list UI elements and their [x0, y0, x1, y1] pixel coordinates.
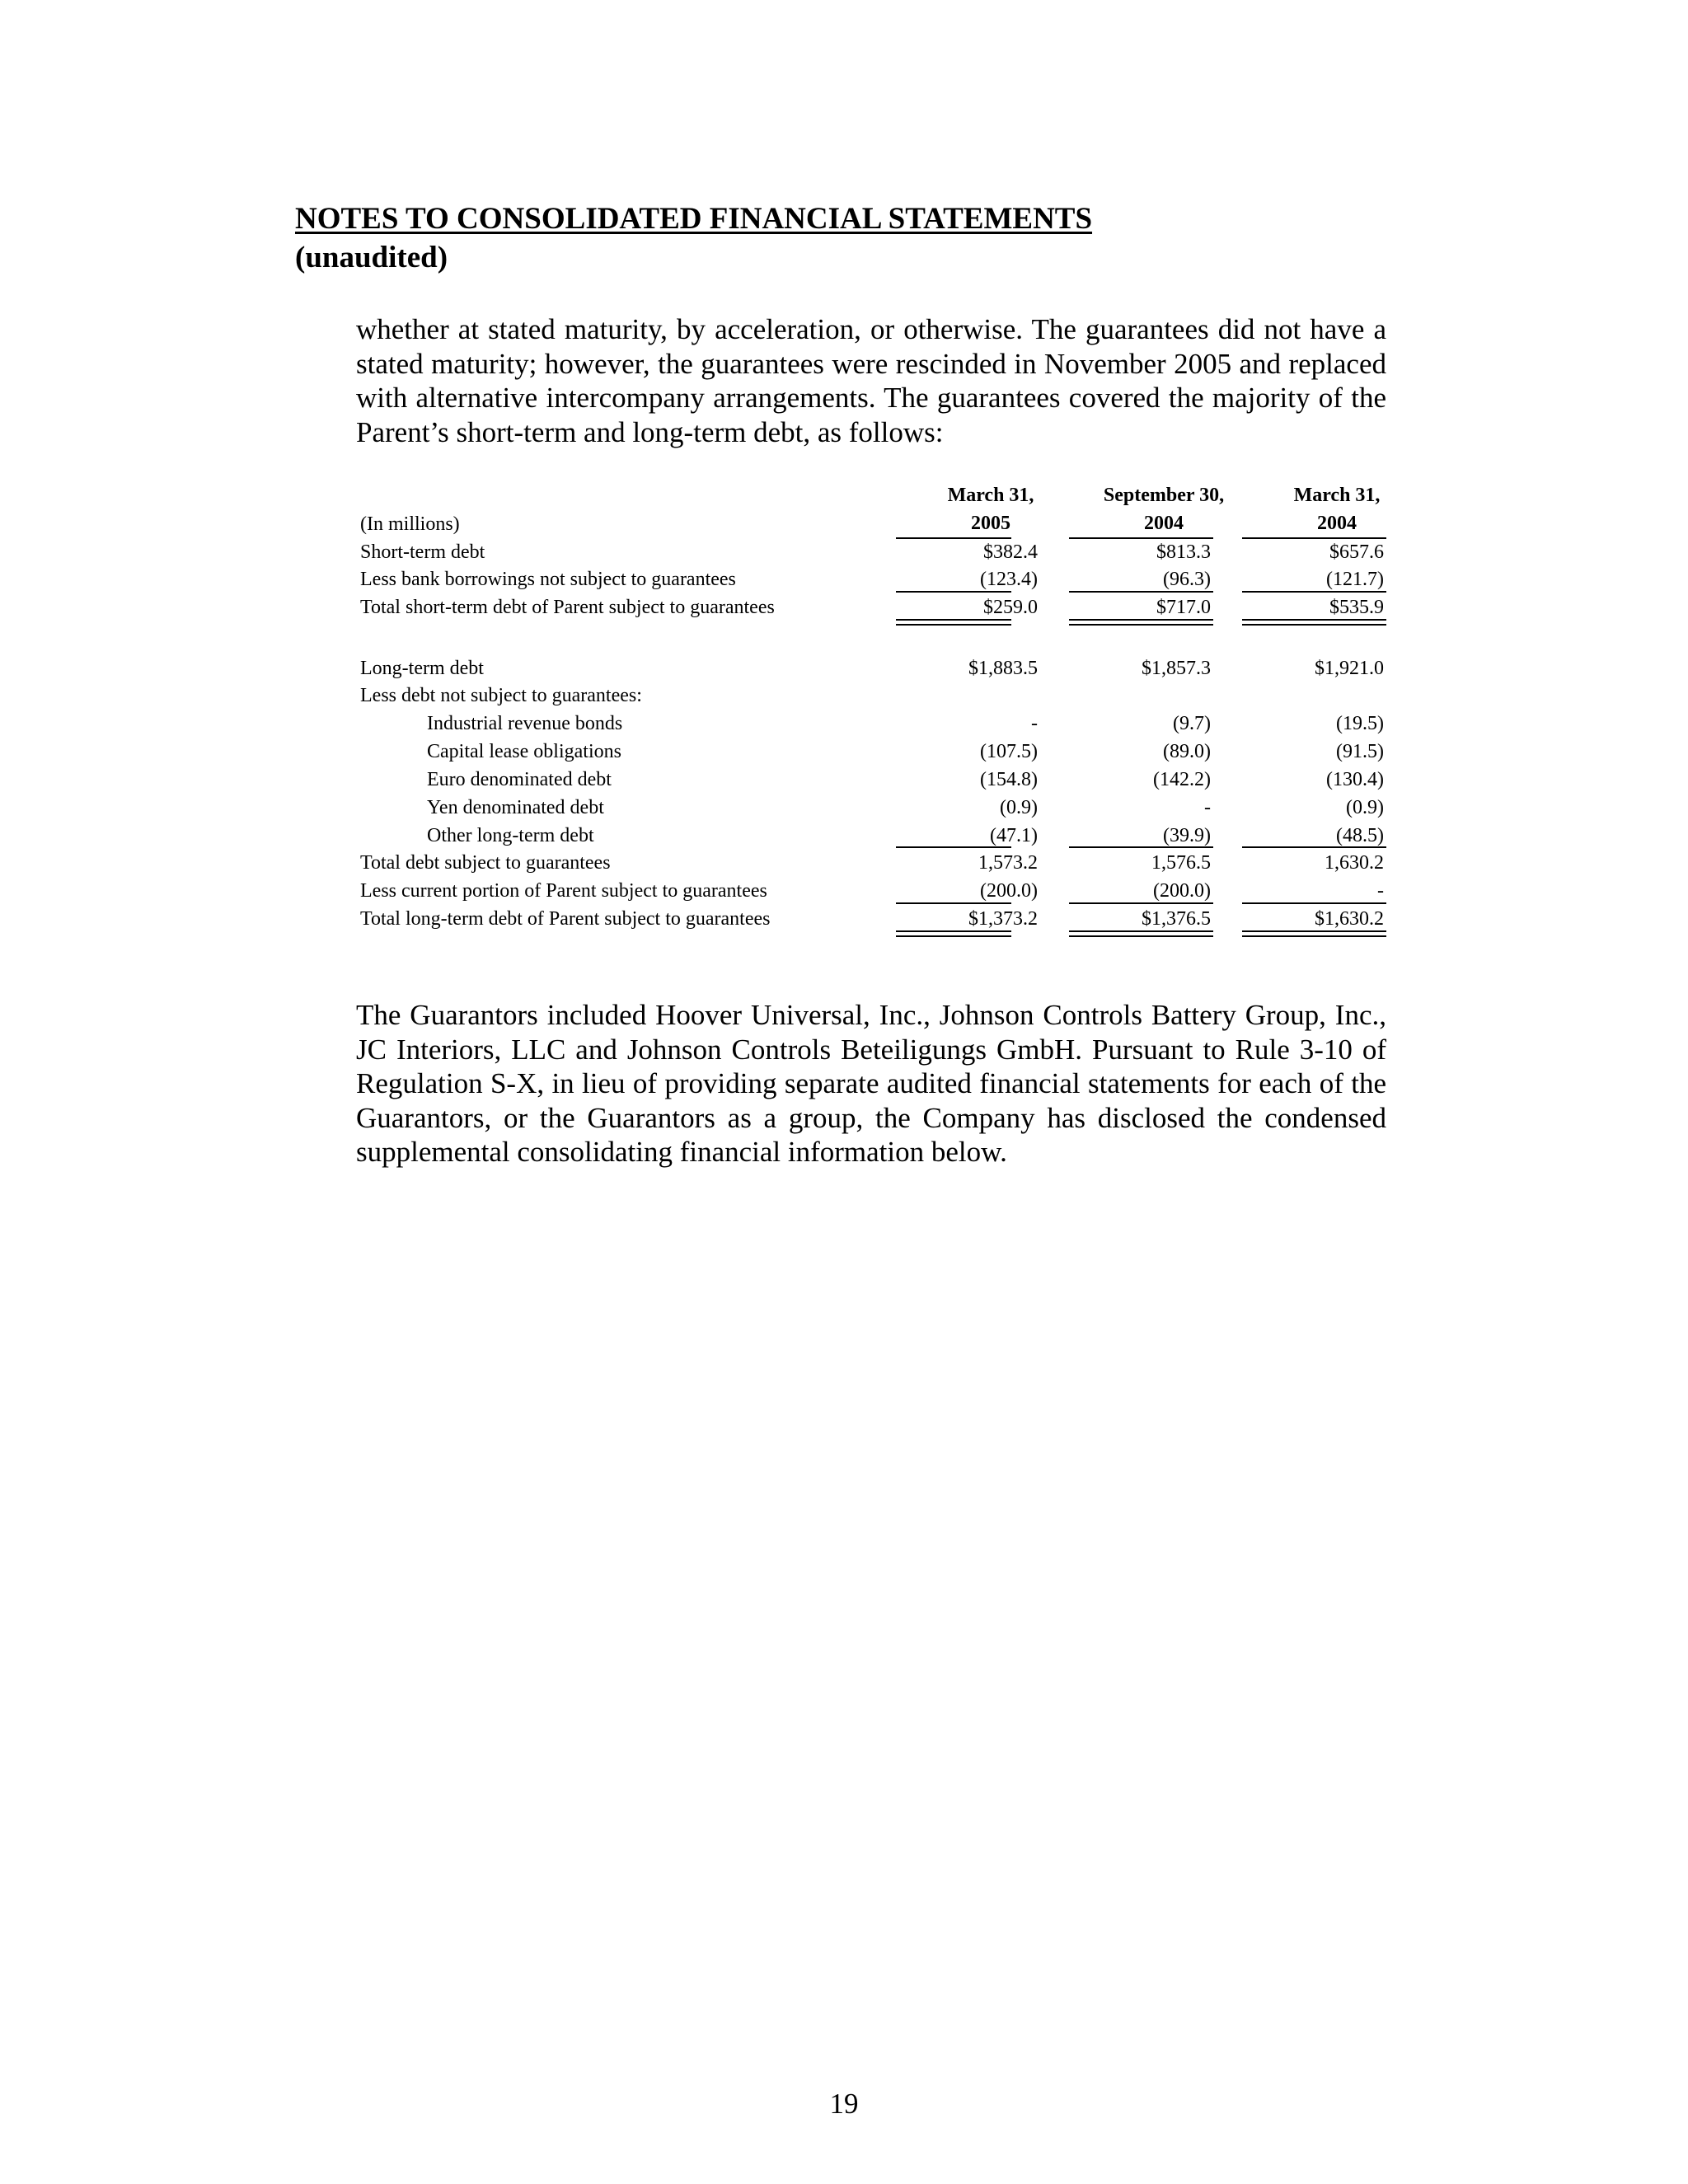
row-value: (123.4) — [980, 569, 1038, 590]
total-double-rule — [1242, 624, 1386, 626]
col-header-2 — [1250, 481, 1423, 537]
guarantors-paragraph: The Guarantors included Hoover Universal, Inc., Johnson Controls Battery Group, Inc., JC Interiors, LLC and Johnson Controls Beteiligungs GmbH. Pursuant to Rule 3-10 of Regulation S-X, in lieu of providing separate audited financial statements for each of the Guarantors, or the Guarantors as a group, the Company has disclosed the condensed supplemental consolidating financial information below. — [356, 999, 1386, 1168]
row-value: (200.0) — [980, 880, 1038, 902]
total-double-rule — [1242, 930, 1386, 932]
subtotal-rule — [1069, 902, 1213, 904]
total-double-rule — [1242, 935, 1386, 937]
col-header-0-line1: March 31, — [947, 485, 1034, 506]
row-value: (96.3) — [1163, 569, 1211, 590]
row-value: $1,376.5 — [1142, 908, 1211, 930]
row-value: (142.2) — [1153, 769, 1211, 790]
subtotal-rule — [1242, 846, 1386, 848]
subtotal-rule — [1069, 591, 1213, 593]
intro-paragraph: whether at stated maturity, by acceleration, or otherwise. The guarantees did not have a stated maturity; however, the guarantees were rescinded in November 2005 and replaced with alternative intercompany arrangements. The guarantees covered the majority of the Parent’s short-term and long-term debt, as follows: — [356, 313, 1386, 448]
subtotal-rule — [1242, 902, 1386, 904]
total-double-rule — [1069, 624, 1213, 626]
row-value: $657.6 — [1329, 541, 1384, 563]
total-double-rule — [1069, 935, 1213, 937]
row-label: Long-term debt — [360, 658, 484, 679]
row-value: $813.3 — [1156, 541, 1211, 563]
page-number: 19 — [829, 2088, 859, 2120]
row-label: Total short-term debt of Parent subject to guarantees — [360, 597, 775, 618]
row-value: (154.8) — [980, 769, 1038, 790]
row-value: (130.4) — [1326, 769, 1384, 790]
subtotal-rule — [896, 846, 1011, 848]
subtotal-rule — [1242, 591, 1386, 593]
notes-heading — [295, 199, 1092, 277]
row-value: (0.9) — [1000, 797, 1038, 818]
row-value: (39.9) — [1163, 825, 1211, 846]
total-double-rule — [896, 624, 1011, 626]
row-value: (91.5) — [1336, 741, 1384, 762]
row-label: Yen denominated debt — [427, 797, 604, 818]
row-label: Total debt subject to guarantees — [360, 852, 611, 874]
row-value: $1,921.0 — [1315, 658, 1384, 679]
col-header-2-line1: March 31, — [1293, 485, 1381, 506]
notes-title: NOTES TO CONSOLIDATED FINANCIAL STATEMENTS — [295, 202, 1093, 236]
row-value: 1,573.2 — [978, 852, 1038, 874]
subtotal-rule — [896, 591, 1011, 593]
row-label: Short-term debt — [360, 541, 485, 563]
row-value: $1,883.5 — [968, 658, 1038, 679]
subtotal-rule — [1069, 846, 1213, 848]
col-header-1-line1: September 30, — [1103, 485, 1225, 506]
row-value: (9.7) — [1173, 713, 1211, 734]
row-value: (48.5) — [1336, 825, 1384, 846]
row-value: (19.5) — [1336, 713, 1384, 734]
row-label: Other long-term debt — [427, 825, 594, 846]
col-header-2-line2: 2004 — [1317, 513, 1357, 534]
row-value: (121.7) — [1326, 569, 1384, 590]
row-value: (107.5) — [980, 741, 1038, 762]
col-header-0 — [904, 481, 1077, 537]
row-value: - — [1377, 880, 1384, 902]
row-label: Less bank borrowings not subject to guarantees — [360, 569, 736, 590]
col-header-1 — [1077, 481, 1250, 537]
row-label: Capital lease obligations — [427, 741, 621, 762]
row-value: $1,630.2 — [1315, 908, 1384, 930]
total-double-rule — [896, 930, 1011, 932]
row-value: (47.1) — [990, 825, 1038, 846]
row-label: Industrial revenue bonds — [427, 713, 623, 734]
row-value: $1,857.3 — [1142, 658, 1211, 679]
unit-label: (In millions) — [360, 513, 460, 535]
subtotal-rule — [896, 902, 1011, 904]
row-value: $259.0 — [983, 597, 1038, 618]
row-label: Less current portion of Parent subject to guarantees — [360, 880, 767, 902]
row-label: Less debt not subject to guarantees: — [360, 685, 642, 706]
col-header-2-rule — [1242, 537, 1386, 539]
col-header-1-rule — [1069, 537, 1213, 539]
row-value: (89.0) — [1163, 741, 1211, 762]
row-value: - — [1031, 713, 1038, 734]
row-value: 1,630.2 — [1325, 852, 1384, 874]
row-value: 1,576.5 — [1151, 852, 1211, 874]
row-value: (200.0) — [1153, 880, 1211, 902]
row-value: (0.9) — [1346, 797, 1384, 818]
notes-subtitle: (unaudited) — [295, 241, 448, 274]
total-double-rule — [1069, 930, 1213, 932]
row-value: $535.9 — [1329, 597, 1384, 618]
total-double-rule — [1069, 619, 1213, 621]
col-header-0-line2: 2005 — [971, 513, 1010, 534]
row-value: - — [1204, 797, 1211, 818]
total-double-rule — [896, 935, 1011, 937]
total-double-rule — [1242, 619, 1386, 621]
row-value: $382.4 — [983, 541, 1038, 563]
col-header-0-rule — [896, 537, 1011, 539]
row-value: $717.0 — [1156, 597, 1211, 618]
row-label: Euro denominated debt — [427, 769, 612, 790]
row-label: Total long-term debt of Parent subject to guarantees — [360, 908, 771, 930]
total-double-rule — [896, 619, 1011, 621]
row-value: $1,373.2 — [968, 908, 1038, 930]
col-header-1-line2: 2004 — [1144, 513, 1184, 534]
